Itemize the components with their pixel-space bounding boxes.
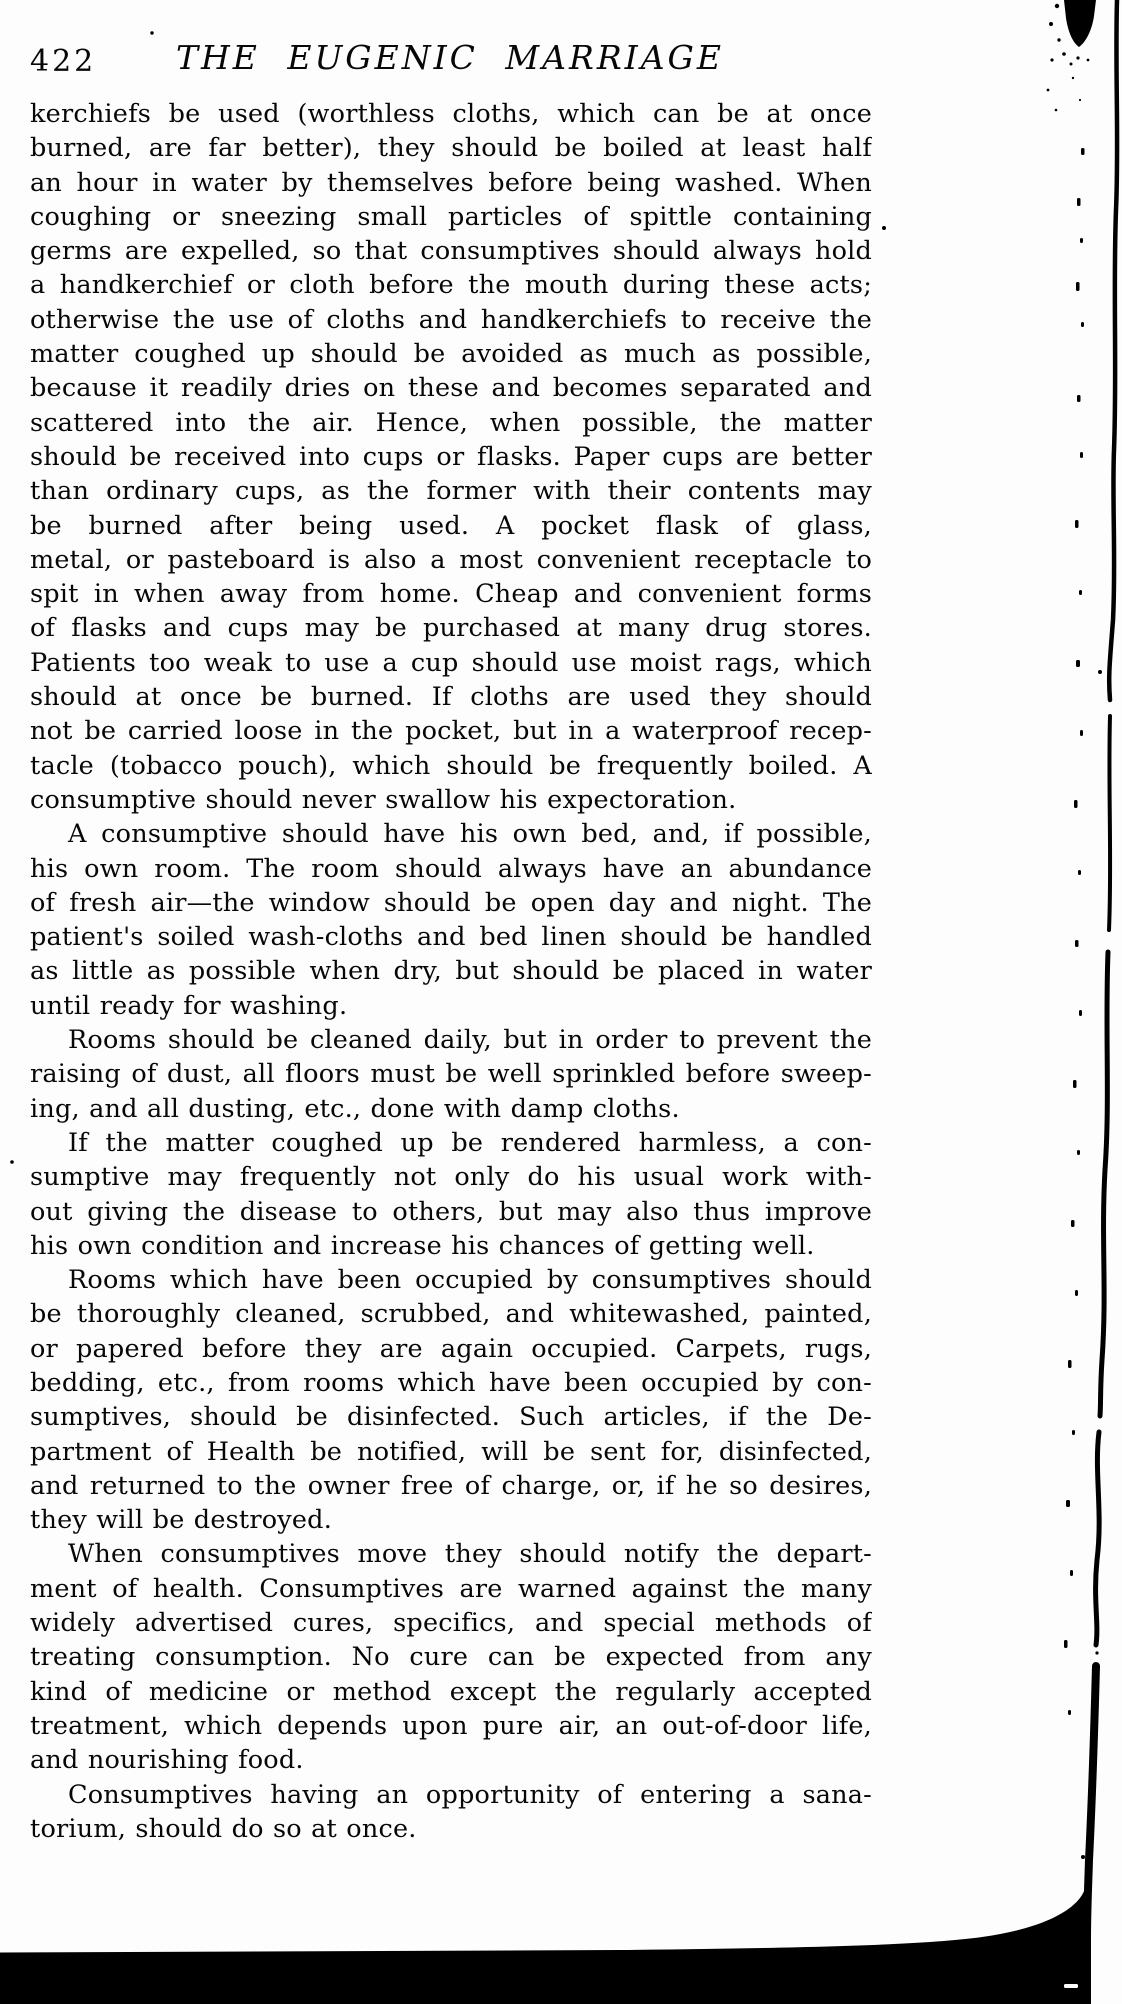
scan-bottom-band: [0, 1866, 1091, 2004]
text-line: ing, and all dusting, etc., done with damp cloths.: [30, 1093, 680, 1124]
text-line: When consumptives move they should notify the depart-: [68, 1539, 872, 1570]
text-line: they will be destroyed.: [30, 1505, 333, 1536]
text-line: metal, or pasteboard is also a most convenient receptacle to: [30, 544, 872, 575]
text-line: ment of health. Consumptives are warned against the many: [30, 1573, 872, 1604]
text-line: as little as possible when dry, but should be placed in water: [30, 956, 872, 987]
text-line: partment of Health be notified, will be sent for, disinfected,: [30, 1436, 872, 1467]
corner-smudge: [1047, 0, 1096, 111]
text-line: otherwise the use of cloths and handkerchiefs to receive the: [30, 304, 872, 335]
gutter-flecks: [1064, 148, 1085, 1715]
text-line: burned, are far better), they should be boiled at least half: [30, 133, 872, 164]
text-line: or papered before they are again occupied. Carpets, rugs,: [30, 1333, 872, 1364]
text-line: his own room. The room should always have an abundance: [30, 853, 872, 884]
text-line: treating consumption. No cure can be expected from any: [30, 1642, 872, 1673]
text-line: spit in when away from home. Cheap and convenient forms: [30, 579, 872, 610]
edge-speck: [1095, 1651, 1098, 1654]
text-line: of flasks and cups may be purchased at many drug stores.: [30, 613, 872, 644]
text-line: of fresh air—the window should be open day and night. The: [30, 887, 872, 918]
text-line: If the matter coughed up be rendered harmless, a con-: [68, 1127, 872, 1158]
text-line: widely advertised cures, specifics, and special methods of: [30, 1608, 872, 1639]
text-line: sumptives, should be disinfected. Such articles, if the De-: [30, 1402, 872, 1433]
text-line: kerchiefs be used (worthless cloths, which can be at once: [30, 99, 872, 129]
text-line: bedding, etc., from rooms which have been occupied by con-: [30, 1367, 872, 1398]
text-line: Rooms should be cleaned daily, but in order to prevent the: [68, 1025, 872, 1056]
text-line: and nourishing food.: [30, 1745, 304, 1776]
text-line: because it readily dries on these and becomes separated and: [30, 373, 872, 404]
body-text: [30, 97, 872, 1846]
text-line: be thoroughly cleaned, scrubbed, and whitewashed, painted,: [30, 1299, 872, 1330]
page-edge-line: [1087, 0, 1117, 1938]
text-line: and returned to the owner free of charge, or, if he so desires,: [30, 1470, 872, 1501]
text-line: germs are expelled, so that consumptives should always hold: [30, 236, 872, 267]
text-line: an hour in water by themselves before being washed. When: [30, 167, 872, 198]
text-line: treatment, which depends upon pure air, an out-of-door life,: [30, 1710, 872, 1741]
text-line: Rooms which have been occupied by consumptives should: [68, 1265, 872, 1296]
text-line: not be carried loose in the pocket, but in a waterproof recep-: [30, 716, 872, 747]
text-line: should at once be burned. If cloths are used they should: [30, 682, 872, 713]
edge-speck: [1081, 1855, 1085, 1859]
text-line: until ready for washing.: [30, 990, 348, 1021]
text-line: be burned after being used. A pocket flask of glass,: [30, 510, 872, 541]
text-line: sumptive may frequently not only do his usual work with-: [30, 1162, 872, 1193]
text-line: Patients too weak to use a cup should use moist rags, which: [30, 647, 872, 678]
text-line: than ordinary cups, as the former with their contents may: [30, 476, 872, 507]
text-line: his own condition and increase his chances of getting well.: [30, 1230, 815, 1261]
text-line: scattered into the air. Hence, when possible, the matter: [30, 407, 872, 438]
text-line: consumptive should never swallow his expectoration.: [30, 784, 737, 815]
text-line: out giving the disease to others, but may also thus improve: [30, 1196, 872, 1227]
running-title: THE EUGENIC MARRIAGE: [175, 38, 724, 77]
text-line: matter coughed up should be avoided as much as possible,: [30, 339, 872, 370]
text-line: coughing or sneezing small particles of spittle containing: [30, 201, 872, 232]
text-line: a handkerchief or cloth before the mouth during these acts;: [30, 270, 872, 301]
text-line: Consumptives having an opportunity of entering a sana-: [68, 1779, 872, 1810]
text-line: tacle (tobacco pouch), which should be frequently boiled. A: [30, 750, 872, 781]
text-line: torium, should do so at once.: [30, 1813, 417, 1844]
text-line: A consumptive should have his own bed, and, if possible,: [68, 819, 872, 850]
text-line: patient's soiled wash-cloths and bed linen should be handled: [30, 922, 872, 953]
edge-speck: [1098, 670, 1102, 674]
page-header: [30, 38, 870, 84]
text-line: raising of dust, all floors must be well sprinkled before sweep-: [30, 1059, 872, 1090]
page-number: 422: [30, 44, 97, 79]
text-line: should be received into cups or flasks. Paper cups are better: [30, 441, 872, 472]
text-line: kind of medicine or method except the regularly accepted: [30, 1676, 872, 1707]
scan-band-speck: [1064, 1984, 1078, 1988]
